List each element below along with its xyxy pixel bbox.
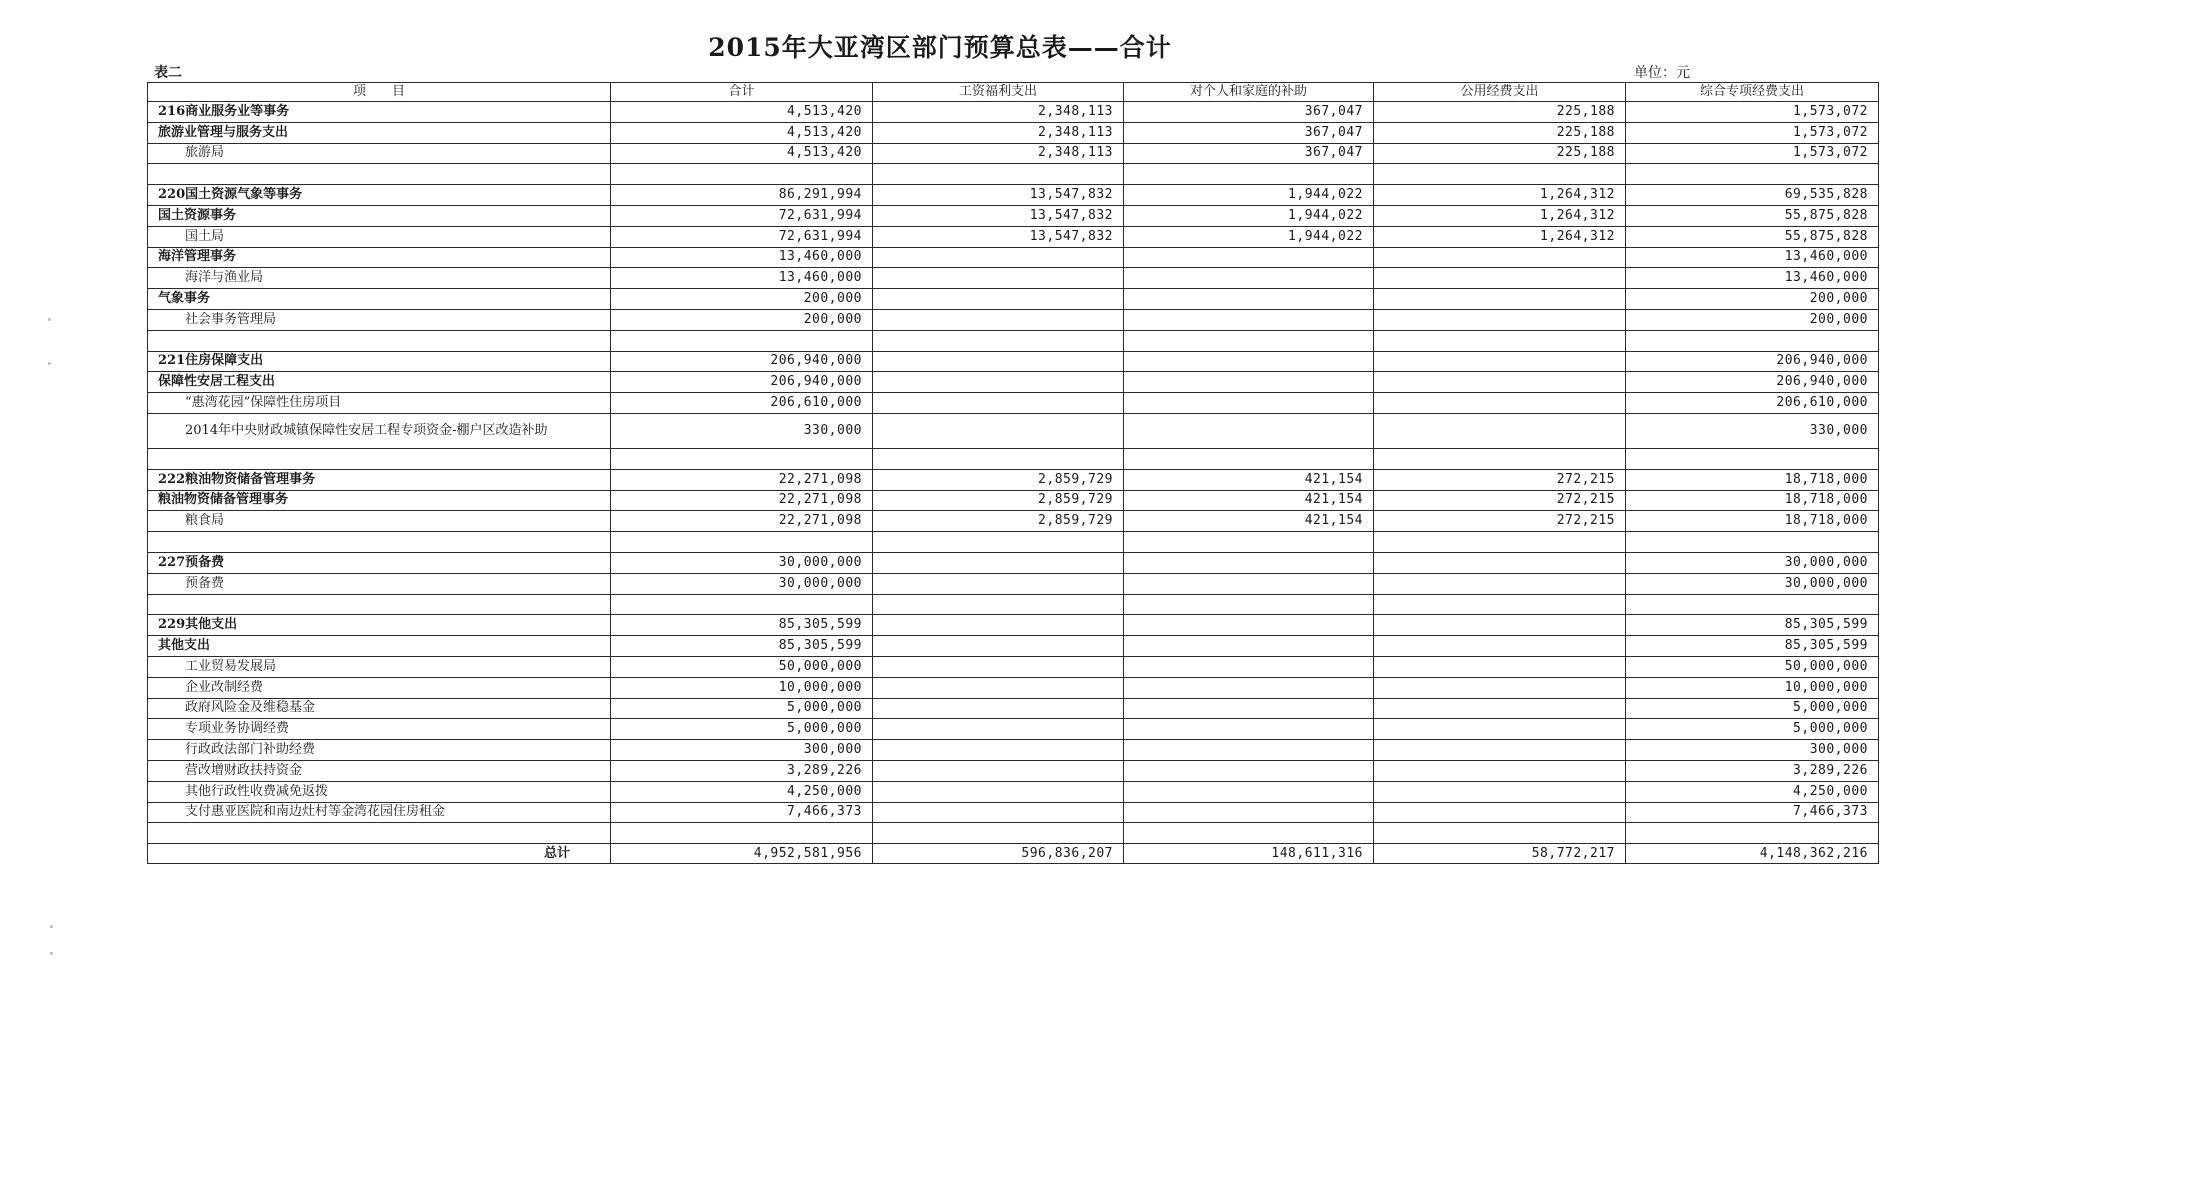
cell-subsidy [1124,698,1374,719]
cell-special: 300,000 [1626,740,1879,761]
cell-subsidy: 1,944,022 [1124,205,1374,226]
cell-special [1626,823,1879,844]
cell-total: 7,466,373 [611,802,873,823]
table-row [148,393,1879,414]
cell-public [1374,532,1626,553]
cell-subsidy [1124,309,1374,330]
cell-public [1374,615,1626,636]
cell-public [1374,594,1626,615]
cell-total: 30,000,000 [611,552,873,573]
cell-salary [873,289,1124,310]
column-header-public: 公用经费支出 [1374,83,1626,102]
cell-salary [873,823,1124,844]
cell-item: 国土资源事务 [148,205,611,226]
cell-public [1374,268,1626,289]
cell-public [1374,823,1626,844]
cell-item: 229其他支出 [148,615,611,636]
cell-item: 粮油物资储备管理事务 [148,490,611,511]
cell-total: 13,460,000 [611,268,873,289]
cell-salary: 2,859,729 [873,469,1124,490]
cell-total: 5,000,000 [611,719,873,740]
cell-subsidy [1124,351,1374,372]
table-row [148,143,1879,164]
cell-special [1626,164,1879,185]
table-row [148,740,1879,761]
table-row [148,469,1879,490]
cell-subsidy [1124,448,1374,469]
cell-item: 旅游局 [148,143,611,164]
cell-total: 72,631,994 [611,226,873,247]
cell-salary: 2,859,729 [873,490,1124,511]
cell-subsidy [1124,393,1374,414]
grand-total-public: 58,772,217 [1374,844,1626,864]
blank-row [148,330,1879,351]
cell-subsidy [1124,719,1374,740]
cell-public [1374,719,1626,740]
scan-speck [48,362,51,365]
cell-salary [873,309,1124,330]
cell-subsidy [1124,573,1374,594]
cell-special: 55,875,828 [1626,205,1879,226]
cell-special: 206,940,000 [1626,351,1879,372]
cell-total [611,448,873,469]
cell-item: 国土局 [148,226,611,247]
cell-salary [873,656,1124,677]
cell-subsidy: 421,154 [1124,469,1374,490]
cell-total [611,330,873,351]
cell-salary [873,330,1124,351]
cell-subsidy [1124,268,1374,289]
cell-public [1374,289,1626,310]
cell-item [148,330,611,351]
scan-speck [50,925,53,928]
cell-special: 85,305,599 [1626,615,1879,636]
unit-label: 单位：元 [1634,65,1690,81]
cell-special: 4,250,000 [1626,781,1879,802]
cell-subsidy: 1,944,022 [1124,185,1374,206]
cell-salary [873,781,1124,802]
cell-public [1374,247,1626,268]
table-row [148,615,1879,636]
cell-item: 2014年中央财政城镇保障性安居工程专项资金-棚户区改造补助 [148,413,611,448]
cell-subsidy: 367,047 [1124,122,1374,143]
cell-special [1626,330,1879,351]
cell-subsidy [1124,532,1374,553]
cell-subsidy [1124,781,1374,802]
cell-special: 30,000,000 [1626,573,1879,594]
cell-subsidy [1124,802,1374,823]
cell-subsidy [1124,636,1374,657]
cell-salary [873,413,1124,448]
cell-special [1626,532,1879,553]
cell-salary [873,740,1124,761]
cell-public [1374,677,1626,698]
sheet-label: 表二 [154,65,182,81]
grand-total-total: 4,952,581,956 [611,844,873,864]
table-row [148,309,1879,330]
cell-subsidy [1124,552,1374,573]
table-row [148,226,1879,247]
column-header-subsidy: 对个人和家庭的补助 [1124,83,1374,102]
cell-public [1374,760,1626,781]
scan-speck [50,952,53,955]
cell-subsidy: 1,944,022 [1124,226,1374,247]
cell-public: 225,188 [1374,143,1626,164]
cell-item: 政府风险金及维稳基金 [148,698,611,719]
cell-total: 4,250,000 [611,781,873,802]
cell-public: 1,264,312 [1374,226,1626,247]
cell-salary [873,573,1124,594]
table-row [148,490,1879,511]
table-body [148,102,1879,864]
cell-item: 专项业务协调经费 [148,719,611,740]
scan-speck [48,318,51,321]
cell-special: 85,305,599 [1626,636,1879,657]
cell-public [1374,698,1626,719]
cell-subsidy [1124,823,1374,844]
blank-row [148,532,1879,553]
cell-salary: 2,348,113 [873,143,1124,164]
cell-item [148,448,611,469]
cell-item: 海洋管理事务 [148,247,611,268]
cell-special: 1,573,072 [1626,102,1879,123]
cell-item [148,532,611,553]
column-header-special: 综合专项经费支出 [1626,83,1879,102]
cell-total: 4,513,420 [611,102,873,123]
cell-subsidy: 367,047 [1124,102,1374,123]
cell-salary [873,677,1124,698]
cell-public: 225,188 [1374,102,1626,123]
cell-subsidy: 421,154 [1124,490,1374,511]
cell-special: 206,610,000 [1626,393,1879,414]
cell-item [148,594,611,615]
cell-item: 216商业服务业等事务 [148,102,611,123]
grand-total-row [148,844,1879,864]
cell-salary [873,698,1124,719]
cell-public [1374,164,1626,185]
cell-salary [873,636,1124,657]
cell-total: 10,000,000 [611,677,873,698]
grand-total-label: 总计 [148,844,611,864]
table-row [148,552,1879,573]
cell-public [1374,740,1626,761]
cell-total: 3,289,226 [611,760,873,781]
cell-subsidy [1124,656,1374,677]
cell-subsidy [1124,594,1374,615]
cell-special: 69,535,828 [1626,185,1879,206]
cell-special: 10,000,000 [1626,677,1879,698]
cell-total: 85,305,599 [611,636,873,657]
cell-subsidy [1124,677,1374,698]
cell-special: 18,718,000 [1626,469,1879,490]
cell-special: 1,573,072 [1626,122,1879,143]
cell-salary: 2,348,113 [873,122,1124,143]
cell-public [1374,393,1626,414]
cell-total: 300,000 [611,740,873,761]
cell-item: 支付惠亚医院和南边灶村等金湾花园住房租金 [148,802,611,823]
cell-salary [873,448,1124,469]
cell-public: 272,215 [1374,511,1626,532]
cell-special: 3,289,226 [1626,760,1879,781]
cell-special: 50,000,000 [1626,656,1879,677]
cell-public: 225,188 [1374,122,1626,143]
page-title: 2015年大亚湾区部门预算总表——合计 [708,33,1172,62]
cell-total [611,823,873,844]
cell-special: 330,000 [1626,413,1879,448]
cell-special: 5,000,000 [1626,698,1879,719]
cell-special: 206,940,000 [1626,372,1879,393]
cell-salary [873,802,1124,823]
cell-total: 22,271,098 [611,511,873,532]
cell-total: 22,271,098 [611,490,873,511]
table-row [148,289,1879,310]
grand-total-salary: 596,836,207 [873,844,1124,864]
cell-item: 预备费 [148,573,611,594]
cell-public [1374,636,1626,657]
cell-subsidy: 367,047 [1124,143,1374,164]
table-row [148,185,1879,206]
blank-row [148,594,1879,615]
cell-total: 4,513,420 [611,122,873,143]
cell-item: 其他支出 [148,636,611,657]
grand-total-subsidy: 148,611,316 [1124,844,1374,864]
cell-item: 其他行政性收费减免返拨 [148,781,611,802]
cell-item: 企业改制经费 [148,677,611,698]
cell-salary [873,615,1124,636]
table-row [148,573,1879,594]
cell-item: 营改增财政扶持资金 [148,760,611,781]
cell-item: 海洋与渔业局 [148,268,611,289]
cell-subsidy [1124,247,1374,268]
cell-item: 220国土资源气象等事务 [148,185,611,206]
cell-special: 5,000,000 [1626,719,1879,740]
cell-salary: 2,859,729 [873,511,1124,532]
cell-total: 330,000 [611,413,873,448]
cell-special: 1,573,072 [1626,143,1879,164]
cell-total: 206,610,000 [611,393,873,414]
cell-subsidy [1124,330,1374,351]
table-row [148,413,1879,448]
cell-total: 4,513,420 [611,143,873,164]
column-header-salary: 工资福利支出 [873,83,1124,102]
cell-salary [873,351,1124,372]
cell-total: 200,000 [611,309,873,330]
cell-special: 200,000 [1626,309,1879,330]
cell-total: 206,940,000 [611,372,873,393]
cell-salary: 2,348,113 [873,102,1124,123]
cell-salary [873,719,1124,740]
cell-special: 55,875,828 [1626,226,1879,247]
cell-total: 50,000,000 [611,656,873,677]
table-row [148,802,1879,823]
cell-item: 社会事务管理局 [148,309,611,330]
cell-special: 7,466,373 [1626,802,1879,823]
cell-special: 30,000,000 [1626,552,1879,573]
cell-salary [873,760,1124,781]
cell-total: 22,271,098 [611,469,873,490]
cell-total: 5,000,000 [611,698,873,719]
table-row [148,102,1879,123]
table-header-row [148,83,1879,102]
table-row [148,656,1879,677]
cell-subsidy [1124,615,1374,636]
table-row [148,677,1879,698]
cell-special [1626,594,1879,615]
cell-subsidy: 421,154 [1124,511,1374,532]
table-row [148,781,1879,802]
cell-salary: 13,547,832 [873,226,1124,247]
cell-item: 行政政法部门补助经费 [148,740,611,761]
cell-subsidy [1124,740,1374,761]
cell-total: 13,460,000 [611,247,873,268]
table-row [148,719,1879,740]
cell-public [1374,656,1626,677]
blank-row [148,164,1879,185]
cell-public: 1,264,312 [1374,205,1626,226]
cell-public [1374,781,1626,802]
cell-item: 221住房保障支出 [148,351,611,372]
cell-item [148,164,611,185]
cell-public: 272,215 [1374,490,1626,511]
cell-special: 18,718,000 [1626,490,1879,511]
cell-public [1374,552,1626,573]
blank-row [148,448,1879,469]
budget-table [147,82,1879,864]
cell-special [1626,448,1879,469]
cell-salary [873,268,1124,289]
cell-item: 222粮油物资储备管理事务 [148,469,611,490]
cell-total: 72,631,994 [611,205,873,226]
cell-public: 1,264,312 [1374,185,1626,206]
cell-public [1374,802,1626,823]
cell-total: 85,305,599 [611,615,873,636]
blank-row [148,823,1879,844]
column-header-item: 项 目 [148,83,611,102]
cell-public [1374,448,1626,469]
cell-item: 227预备费 [148,552,611,573]
cell-salary: 13,547,832 [873,185,1124,206]
table-row [148,351,1879,372]
cell-public [1374,413,1626,448]
cell-public: 272,215 [1374,469,1626,490]
cell-subsidy [1124,164,1374,185]
cell-salary [873,164,1124,185]
table-row [148,268,1879,289]
cell-subsidy [1124,760,1374,781]
table-row [148,511,1879,532]
cell-salary [873,594,1124,615]
cell-total [611,532,873,553]
table-row [148,122,1879,143]
cell-subsidy [1124,372,1374,393]
table-row [148,372,1879,393]
column-header-total: 合计 [611,83,873,102]
cell-salary [873,372,1124,393]
cell-salary: 13,547,832 [873,205,1124,226]
cell-item: 气象事务 [148,289,611,310]
cell-special: 13,460,000 [1626,268,1879,289]
cell-total [611,594,873,615]
cell-item: 粮食局 [148,511,611,532]
cell-salary [873,552,1124,573]
cell-total: 30,000,000 [611,573,873,594]
cell-special: 13,460,000 [1626,247,1879,268]
table-row [148,760,1879,781]
table-row [148,205,1879,226]
cell-salary [873,393,1124,414]
cell-item: “惠湾花园”保障性住房项目 [148,393,611,414]
cell-special: 18,718,000 [1626,511,1879,532]
cell-public [1374,573,1626,594]
table-row [148,247,1879,268]
cell-subsidy [1124,289,1374,310]
cell-public [1374,330,1626,351]
table-row [148,698,1879,719]
cell-salary [873,532,1124,553]
cell-total [611,164,873,185]
cell-total: 86,291,994 [611,185,873,206]
cell-item: 保障性安居工程支出 [148,372,611,393]
cell-total: 206,940,000 [611,351,873,372]
cell-item: 工业贸易发展局 [148,656,611,677]
cell-salary [873,247,1124,268]
cell-special: 200,000 [1626,289,1879,310]
cell-public [1374,309,1626,330]
cell-public [1374,351,1626,372]
cell-item: 旅游业管理与服务支出 [148,122,611,143]
cell-total: 200,000 [611,289,873,310]
cell-subsidy [1124,413,1374,448]
table-row [148,636,1879,657]
cell-item [148,823,611,844]
grand-total-special: 4,148,362,216 [1626,844,1879,864]
cell-public [1374,372,1626,393]
